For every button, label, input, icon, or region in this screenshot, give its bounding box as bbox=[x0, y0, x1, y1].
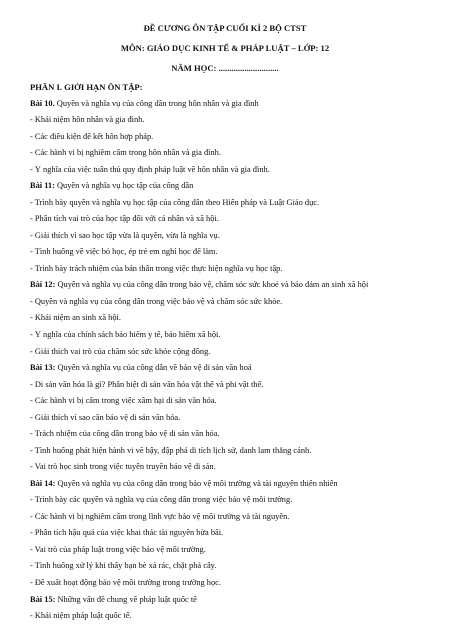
list-item: - Di sản văn hóa là gì? Phân biệt di sản văn hóa vật thể và phi vật thể. bbox=[30, 380, 264, 389]
lesson-title: Quyền và nghĩa vụ học tập của công dân bbox=[54, 182, 194, 191]
list-item: - Trình bày trách nhiệm của bản thân trong việc thực hiện nghĩa vụ học tập. bbox=[30, 264, 283, 273]
lesson-title: Những vấn đề chung về pháp luật quốc tế bbox=[55, 595, 197, 604]
lesson-title: Quyền và nghĩa vụ của công dân trong bảo vệ, chăm sóc sức khoẻ và bảo đảm an sinh xã hội bbox=[55, 281, 369, 290]
list-item: - Giải thích vì sao cần bảo vệ di sản văn hóa. bbox=[30, 413, 181, 422]
list-item: - Vai trò của pháp luật trong việc bảo vệ môi trường. bbox=[30, 545, 206, 554]
section-title: PHẦN I. GIỚI HẠN ÔN TẬP: bbox=[30, 83, 143, 92]
lesson-title: Quyền và nghĩa vụ của công dân trong hôn nhân và gia đình bbox=[54, 99, 259, 108]
list-item: - Tình huống xử lý khi thấy bạn bè xả rác, chặt phá cây. bbox=[30, 562, 217, 571]
list-item: - Vai trò học sinh trong việc tuyên truyền bảo vệ di sản. bbox=[30, 463, 216, 472]
lesson-title: Quyền và nghĩa vụ của công dân về bảo vệ di sản văn hoá bbox=[55, 364, 252, 372]
lesson-label: Bài 14: bbox=[30, 479, 56, 488]
lesson-15-heading bbox=[30, 596, 430, 604]
lesson-label: Bài 13: bbox=[30, 364, 56, 372]
lesson-label: Bài 11: bbox=[30, 182, 55, 191]
lesson-14-heading bbox=[30, 480, 430, 488]
list-item: - Giải thích vai trò của chăm sóc sức khỏe cộng đồng. bbox=[30, 347, 211, 356]
lesson-10-heading bbox=[30, 100, 430, 108]
list-item: - Các điều kiện để kết hôn hợp pháp. bbox=[30, 132, 154, 141]
list-item: - Các hành vi bị nghiêm cấm trong hôn nhân và gia đình. bbox=[30, 149, 221, 158]
list-item: - Phân tích hậu quả của việc khai thác tài nguyên bừa bãi. bbox=[30, 529, 224, 538]
list-item: - Trình bày các quyền và nghĩa vụ của công dân trong việc bảo vệ môi trường. bbox=[30, 496, 293, 505]
lesson-label: Bài 12: bbox=[30, 281, 56, 290]
list-item: - Khái niệm an sinh xã hội. bbox=[30, 314, 121, 323]
list-item: - Tình huống phát hiện hành vi vẽ bậy, đập phá di tích lịch sử, danh lam thắng cảnh. bbox=[30, 446, 312, 455]
lesson-12-heading bbox=[30, 281, 430, 289]
list-item: - Tình huống về việc bỏ học, ép trẻ em nghỉ học để làm. bbox=[30, 248, 218, 257]
list-item: - Các hành vi bị nghiêm cấm trong lĩnh vực bảo vệ môi trường và tài nguyên. bbox=[30, 512, 290, 521]
list-item: - Giải thích vì sao học tập vừa là quyền, vừa là nghĩa vụ. bbox=[30, 231, 220, 240]
list-item: - Phân tích vai trò của học tập đối với cá nhân và xã hội. bbox=[30, 215, 219, 224]
list-item: - Khái niệm pháp luật quốc tế. bbox=[30, 612, 132, 620]
document-title: ĐỀ CƯƠNG ÔN TẬP CUỐI KÌ 2 BỘ CTST bbox=[143, 23, 307, 33]
list-item: - Ý nghĩa của việc tuân thủ quy định pháp luật về hôn nhân và gia đình. bbox=[30, 165, 270, 174]
list-item: - Trách nhiệm của công dân trong bảo vệ di sản văn hóa. bbox=[30, 430, 220, 439]
lesson-13-heading bbox=[30, 364, 430, 372]
list-item: - Các hành vi bị cấm trong việc xâm hại di sản văn hóa. bbox=[30, 397, 217, 406]
list-item: - Trình bày quyền và nghĩa vụ học tập của công dân theo Hiến pháp và Luật Giáo dục. bbox=[30, 198, 320, 207]
lesson-title: Quyền và nghĩa vụ của công dân trong bảo vệ môi trường và tài nguyên thiên nhiên bbox=[55, 479, 338, 488]
lesson-11-heading bbox=[30, 182, 430, 190]
lesson-label: Bài 10. bbox=[30, 99, 55, 108]
list-item: - Đề xuất hoạt động bảo vệ môi trường trong trường học. bbox=[30, 578, 221, 587]
document-school-year: NĂM HỌC: ............................ bbox=[171, 63, 279, 73]
list-item: - Ý nghĩa của chính sách bảo hiểm y tế, bảo hiểm xã hội. bbox=[30, 331, 221, 339]
lesson-label: Bài 15: bbox=[30, 595, 56, 604]
list-item: - Quyền và nghĩa vụ của công dân trong việc bảo vệ và chăm sóc sức khỏe. bbox=[30, 297, 283, 306]
document-subject: MÔN: GIÁO DỤC KINH TẾ & PHÁP LUẬT – LỚP: 12 bbox=[120, 43, 330, 53]
list-item: - Khái niệm hôn nhân và gia đình. bbox=[30, 116, 145, 125]
